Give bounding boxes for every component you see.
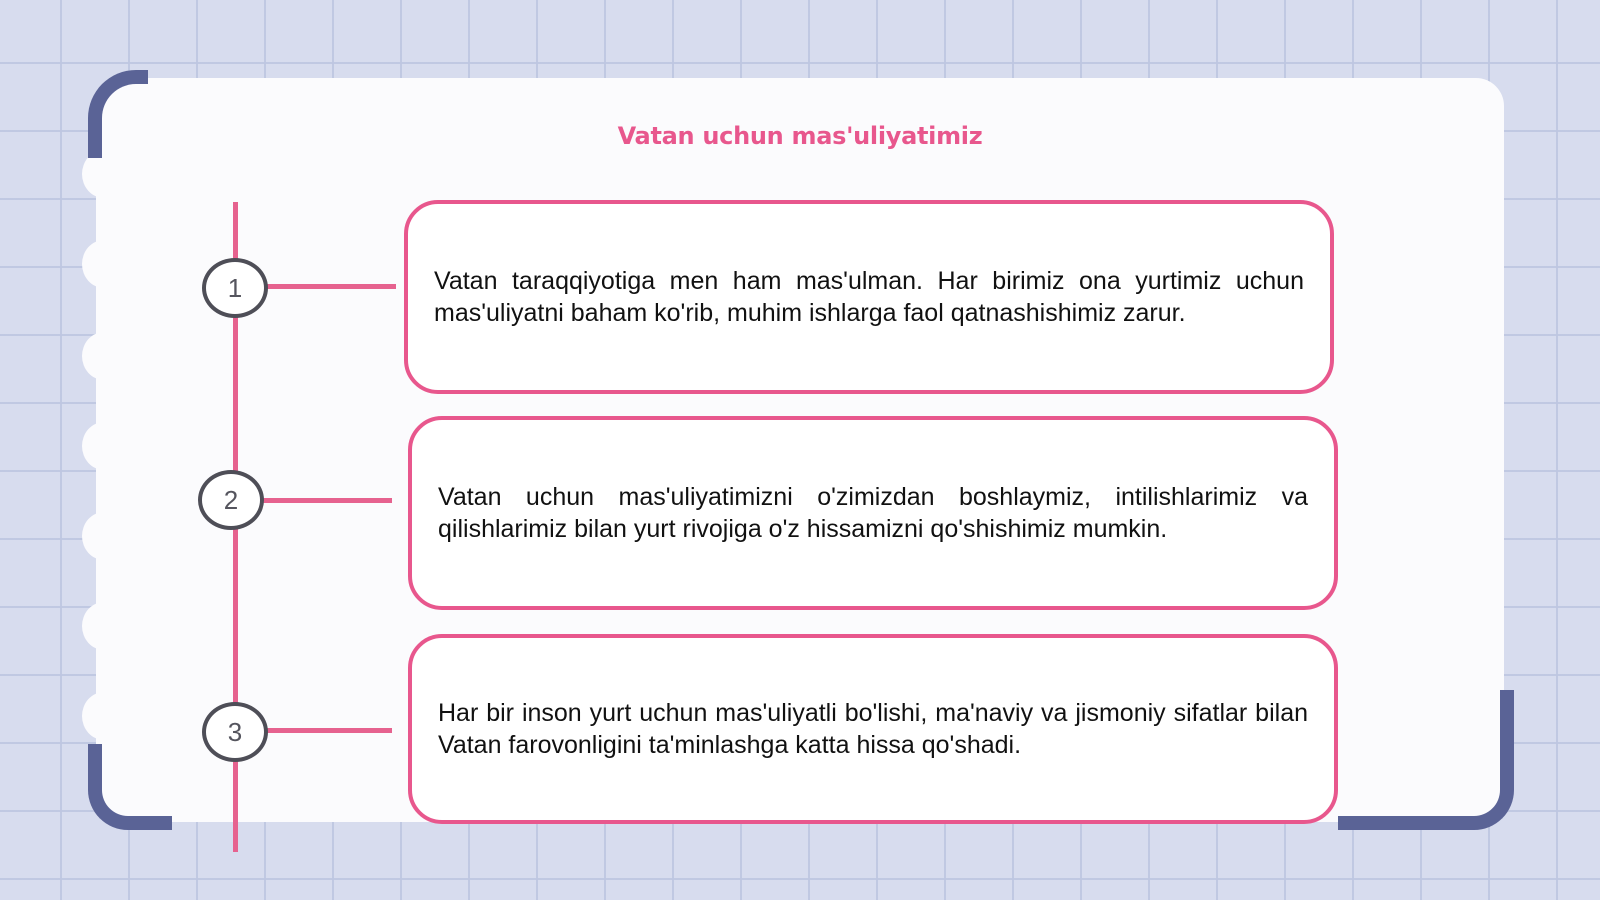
- step-number-1: 1: [202, 258, 268, 318]
- timeline-card-3: [408, 634, 1338, 824]
- timeline-connector-1: [266, 284, 396, 289]
- timeline-connector-3: [266, 728, 392, 733]
- paper-edge-bump: [82, 422, 126, 470]
- paper-edge-bump: [82, 240, 126, 288]
- timeline-card-2: [408, 416, 1338, 610]
- frame-corner-bottom-left: [88, 744, 172, 830]
- timeline-card-text: Vatan taraqqiyotiga men ham mas'ulman. Har birimiz ona yurtimiz uchun mas'uliyatni baham ko'rib, muhim ishlarga faol qatnashishimiz zarur.: [434, 267, 1304, 327]
- slide-title: Vatan uchun mas'uliyatimiz: [617, 122, 983, 150]
- step-number-2: 2: [198, 470, 264, 530]
- timeline-card-text: Har bir inson yurt uchun mas'uliyatli bo'lishi, ma'naviy va jismoniy sifatlar bilan Vatan farovonligini ta'minlashga katta hissa qo'shadi.: [438, 699, 1308, 759]
- paper-edge-bump: [82, 512, 126, 560]
- paper-edge-bump: [82, 332, 126, 380]
- step-number-3: 3: [202, 702, 268, 762]
- timeline-card-1: [404, 200, 1334, 394]
- paper-edge-bump: [82, 692, 126, 740]
- frame-corner-bottom-right: [1338, 690, 1514, 830]
- timeline-card-text: Vatan uchun mas'uliyatimizni o'zimizdan boshlaymiz, intilishlarimiz va qilishlarimiz bilan yurt rivojiga o'z hissamizni qo'shishimiz mumkin.: [438, 483, 1308, 543]
- frame-corner-top-left: [88, 70, 148, 158]
- timeline-connector-2: [262, 498, 392, 503]
- paper-edge-bump: [82, 602, 126, 650]
